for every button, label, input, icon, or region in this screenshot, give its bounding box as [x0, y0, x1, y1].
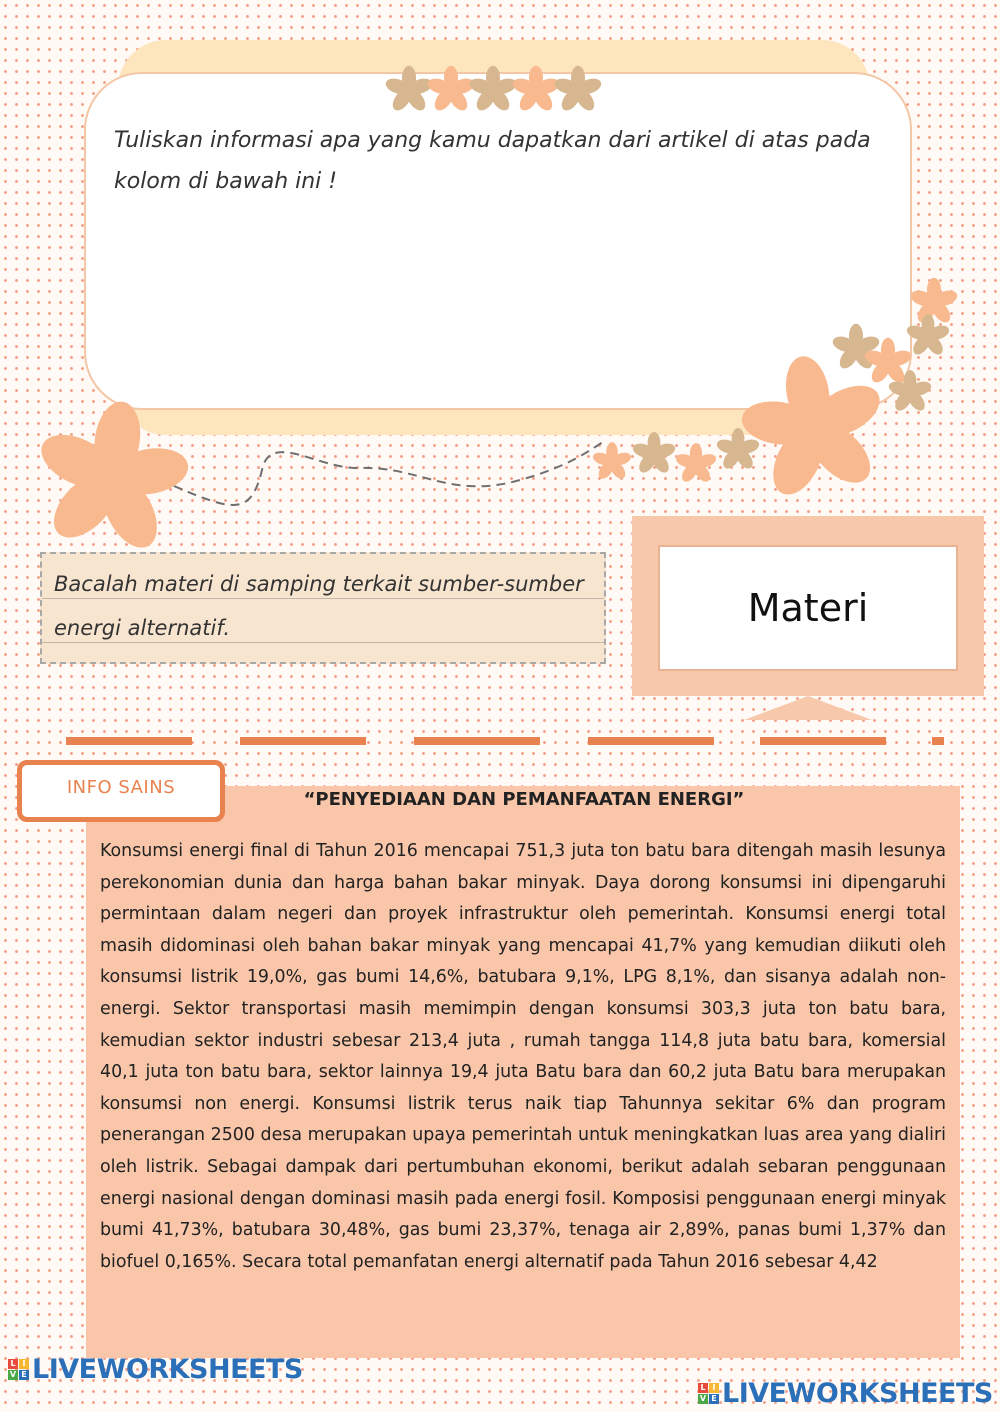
flower-icon — [674, 443, 718, 484]
divider-dash — [588, 737, 714, 745]
logo-mark-icon: L I V E — [8, 1359, 29, 1380]
article-body: Konsumsi energi final di Tahun 2016 mencapai 751,3 juta ton batu bara ditengah masih lesunya perekonomian dunia dan harga bahan bakar minyak. Daya dorong konsumsi ini dipengaruhi permintaan dalam negeri dan proyek infrastruktur oleh pemerintah. Konsumsi energi total masih didominasi oleh bahan bakar minyak yang mencapai 41,7% yang kemudian diikuti oleh konsumsi listrik 19,0%, gas bumi 14,6%, batubara 9,1%, LPG 8,1%, dan sisanya adalah non-energi. Sektor transportasi masih memimpin dengan konsumsi 303,3 juta ton batu bara, kemudian sektor industri sebesar 213,4 juta , rumah tangga 114,8 juta batu bara, komersial 40,1 juta ton batu bara, sektor lainnya 19,4 juta Batu bara dan 60,2 juta Batu bara merupakan konsumsi non energi. Konsumsi listrik terus naik tiap Tahunnya sekitar 6% dan program penerangan 2500 desa merupakan upaya pemerintah untuk meningkatkan luas area yang dialiri oleh listrik. Sebagai dampak dari pertumbuhan ekonomi, berikut adalah sebaran penggunaan energi nasional dengan dominasi masih pada energi fosil. Komposisi penggunaan energi minyak bumi 41,73%, batubara 30,48%, gas bumi 23,37%, tenaga air 2,89%, panas bumi 1,37% dan biofuel 0,165%. Secara total pemanfatan energi alternatif pada Tahun 2016 sebesar 4,42 — [100, 841, 946, 1272]
divider-dash — [932, 737, 944, 745]
flower-icon — [909, 278, 959, 326]
info-sains-label: INFO SAINS — [66, 776, 176, 798]
card-prompt: Tuliskan informasi apa yang kamu dapatkan dari artikel di atas pada kolom di bawah ini ! — [114, 128, 871, 194]
divider-dash — [66, 737, 192, 745]
article-title: “PENYEDIAAN DAN PEMANFAATAN ENERGI” — [303, 789, 745, 810]
liveworksheets-logo — [698, 1378, 993, 1409]
monitor-stand — [744, 696, 872, 720]
instruction-text: Bacalah materi di samping terkait sumber-sumber energi alternatif. — [54, 572, 584, 640]
divider-dash — [760, 737, 886, 745]
divider-dash — [240, 737, 366, 745]
divider-dash — [414, 737, 540, 745]
dashed-squiggle-line — [160, 440, 606, 505]
flower-icon — [591, 442, 632, 481]
logo-mark-icon: L I V E — [698, 1383, 719, 1404]
materi-title: Materi — [747, 586, 869, 630]
logo-text: LIVEWORKSHEETS — [32, 1354, 303, 1385]
liveworksheets-logo — [8, 1354, 303, 1385]
flower-icon — [631, 432, 677, 476]
answer-textarea[interactable] — [112, 206, 884, 394]
logo-text: LIVEWORKSHEETS — [722, 1378, 993, 1409]
